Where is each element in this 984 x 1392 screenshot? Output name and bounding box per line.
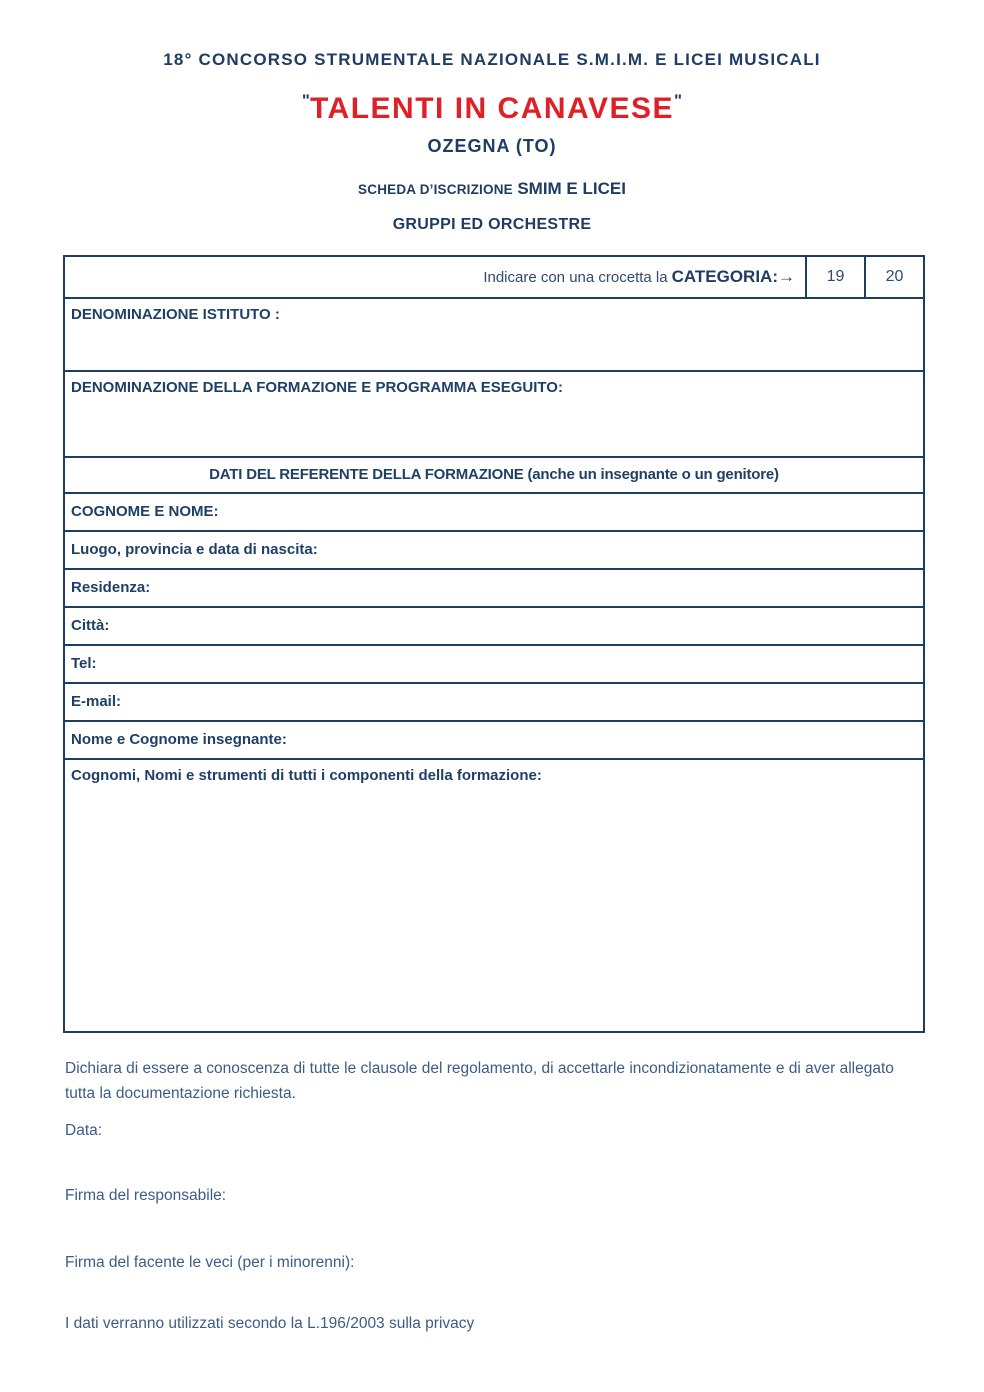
field-row-residence[interactable] (65, 568, 923, 606)
event-title-text: TALENTI IN CANAVESE (309, 92, 675, 125)
form-subtitle-small: SCHEDA D’ISCRIZIONE (358, 182, 513, 197)
referent-section-header: DATI DEL REFERENTE DELLA FORMAZIONE (anche un insegnante o un genitore) (209, 466, 779, 483)
category-instruction (65, 257, 805, 297)
category-instruction-text: Indicare con una crocetta la (483, 268, 668, 286)
residence-label: Residenza: (71, 579, 151, 596)
institute-name-label: DENOMINAZIONE ISTITUTO : (71, 306, 280, 323)
event-location: OZEGNA (TO) (427, 136, 557, 156)
form-footer (65, 1056, 926, 1333)
field-row-teacher[interactable] (65, 720, 923, 758)
ensemble-program-label: DENOMINAZIONE DELLA FORMAZIONE E PROGRAMMA ESEGUITO: (71, 379, 563, 396)
date-label: Data: (65, 1122, 103, 1139)
birthplace-label: Luogo, provincia e data di nascita: (71, 541, 318, 558)
privacy-notice: I dati verranno utilizzati secondo la L.196/2003 sulla privacy (65, 1315, 475, 1332)
field-row-surname-name[interactable] (65, 492, 923, 530)
category-row (65, 257, 923, 297)
city-label: Città: (71, 617, 110, 634)
email-label: E-mail: (71, 693, 122, 710)
signature-guardian-label: Firma del facente le veci (per i minorenni): (65, 1254, 355, 1271)
right-arrow-icon: → (778, 267, 795, 286)
institute-name-row[interactable] (65, 297, 923, 370)
registration-form-table (63, 255, 925, 1033)
teacher-label: Nome e Cognome insegnante: (71, 731, 287, 748)
category-label: CATEGORIA: (671, 267, 778, 286)
open-quote: " (301, 91, 310, 110)
category-option-19[interactable]: 19 (805, 257, 864, 297)
referent-section-header-row (65, 456, 923, 492)
ensemble-program-row[interactable] (65, 370, 923, 456)
form-category-title: GRUPPI ED ORCHESTRE (392, 216, 592, 233)
phone-label: Tel: (71, 655, 97, 672)
declaration-text: Dichiara di essere a conoscenza di tutte le clausole del regolamento, di accettarle incondizionatamente e di aver allegato tutta la documentazione richiesta. (65, 1060, 894, 1102)
field-row-phone[interactable] (65, 644, 923, 682)
competition-name: 18° CONCORSO STRUMENTALE NAZIONALE S.M.I.M. E LICEI MUSICALI (163, 50, 821, 69)
field-row-city[interactable] (65, 606, 923, 644)
members-list-label: Cognomi, Nomi e strumenti di tutti i componenti della formazione: (71, 767, 542, 784)
field-row-birthplace[interactable] (65, 530, 923, 568)
field-row-email[interactable] (65, 682, 923, 720)
form-subtitle (0, 179, 984, 199)
surname-name-label: COGNOME E NOME: (71, 503, 219, 520)
members-list-row[interactable] (65, 758, 923, 1031)
form-subtitle-large: SMIM E LICEI (517, 179, 626, 198)
category-option-20[interactable]: 20 (864, 257, 923, 297)
close-quote: " (674, 91, 683, 110)
signature-responsible-label: Firma del responsabile: (65, 1187, 227, 1204)
event-title (0, 85, 984, 125)
